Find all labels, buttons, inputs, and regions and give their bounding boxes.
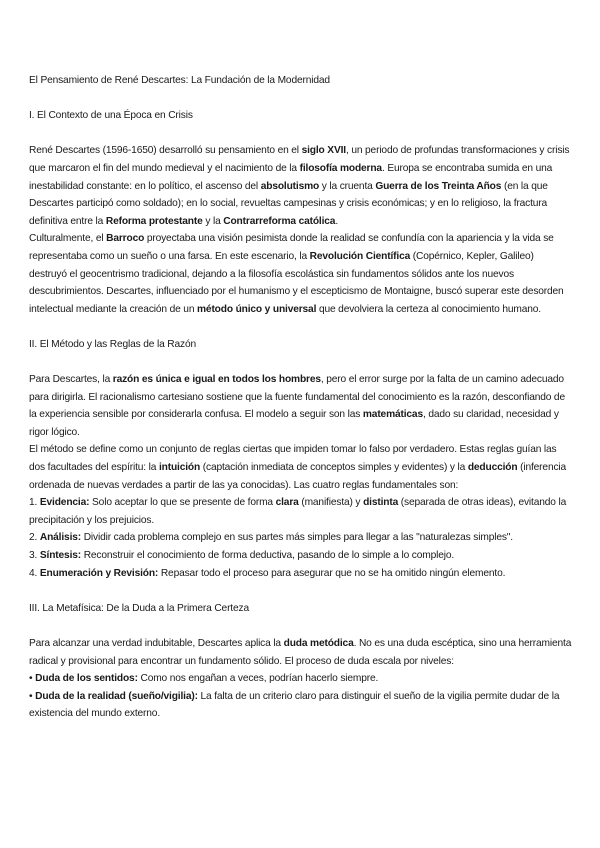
document-body [29, 72, 574, 723]
section-2-heading: II. El Método y las Reglas de la Razón [29, 338, 197, 350]
emphasis-text: Síntesis: [39, 550, 82, 562]
emphasis-text: clara [275, 497, 299, 509]
text-run: 3. [29, 550, 40, 562]
emphasis-text: duda metódica [283, 638, 354, 649]
text-run: . No es una duda escéptica, sino una herramienta radical y provisional para encontrar un fundamento sólido. El proceso de duda escala por niveles: [29, 638, 572, 667]
emphasis-text: Enumeración y Revisión: [39, 567, 159, 579]
text-run: René Descartes (1596-1650) desarrolló su pensamiento en el [29, 145, 302, 157]
text-run: (inferencia ordenada de nuevas verdades a partir de las ya conocidas). Las cuatro reglas fundamentales son: [29, 462, 567, 491]
emphasis-text: Contrarreforma católica [223, 215, 336, 227]
text-run: , pero el error surge por la falta de un camino adecuado para dirigirla. El racionalismo cartesiano sostiene que la fuente fundamental del conocimiento es la razón, desconfiando de la experiencia sensible por considerarla confusa. El modelo a seguir son las [29, 374, 565, 421]
text-run: Para alcanzar una verdad indubitable, Descartes aplica la [29, 638, 284, 649]
emphasis-text: distinta [363, 497, 399, 509]
section-1-heading: I. El Contexto de una Época en Crisis [29, 110, 193, 122]
section-3-heading: III. La Metafísica: De la Duda a la Primera Certeza [29, 602, 249, 614]
text-run: El método se define como un conjunto de reglas ciertas que impiden tomar lo falso por verdadero. Estas reglas guían las dos facultades del espíritu: la [29, 444, 557, 474]
text-run: Dividir cada problema complejo en sus partes más simples para llegar a las "naturalezas simples". [81, 532, 513, 544]
text-run: Como nos engañan a veces, podrían hacerlo siempre. [137, 673, 379, 685]
text-run: Solo aceptar lo que se presente de forma [89, 497, 276, 509]
text-run: que devolviera la certeza al conocimiento humano. [316, 303, 541, 315]
emphasis-text: Reforma protestante [105, 215, 203, 227]
emphasis-text: Análisis: [39, 532, 82, 544]
text-run: y la cruenta [319, 180, 376, 192]
section-2-paragraph-2 [29, 441, 574, 494]
emphasis-text: deducción [467, 462, 518, 474]
text-run: (separada de otras ideas), evitando la precipitación y los prejuicios. [29, 497, 567, 526]
emphasis-text: método único y universal [197, 303, 317, 315]
text-run: proyectaba una visión pesimista donde la realidad se confundía con la apariencia y la vida se representaba como un sueño o una farsa. En este escenario, la [29, 233, 554, 262]
emphasis-text: Barroco [106, 233, 145, 245]
emphasis-text: Duda de la realidad (sueño/vigilia): [35, 690, 198, 702]
text-run: . Europa se encontraba sumida en una inestabilidad constante: en lo político, el ascenso del [29, 162, 553, 192]
text-run: (Copérnico, Kepler, Galileo) destruyó el geocentrismo tradicional, dejando a la filosofía escolástica sin fundamentos sólidos ante los nuevos descubrimientos. Descartes, influenciado por el humanismo y el escepticismo de Montaigne, buscó superar este desorden intelectual mediante la creación de un [29, 250, 564, 315]
emphasis-text: matemáticas [362, 409, 423, 421]
text-run: Repasar todo el proceso para asegurar que no se ha omitido ningún elemento. [158, 567, 506, 579]
section-1-paragraph-1 [29, 142, 574, 230]
bullet-duda-realidad [29, 688, 574, 723]
emphasis-text: Evidencia: [39, 497, 90, 509]
emphasis-text: Duda de los sentidos: [35, 673, 138, 685]
rule-analisis [29, 529, 574, 547]
section-2-paragraph-1 [29, 371, 574, 441]
text-run: (manifiesta) y [298, 497, 364, 509]
text-run: Para Descartes, la [29, 374, 113, 386]
section-1-paragraph-2 [29, 230, 574, 318]
emphasis-text: razón es única e igual en todos los hombres [112, 374, 321, 386]
emphasis-text: intuición [158, 462, 201, 474]
emphasis-text: absolutismo [260, 180, 320, 192]
text-run: Culturalmente, el [29, 233, 107, 245]
text-run: • [29, 690, 36, 702]
text-run: 4. [29, 567, 40, 579]
emphasis-text: Guerra de los Treinta Años [375, 180, 502, 192]
emphasis-text: siglo XVII [301, 145, 346, 157]
text-run: . [335, 215, 339, 227]
text-run: 1. [29, 497, 40, 509]
text-run: Reconstruir el conocimiento de forma deductiva, pasando de lo simple a lo complejo. [81, 550, 455, 562]
rule-evidencia [29, 494, 574, 529]
emphasis-text: Revolución Científica [309, 250, 411, 262]
text-run: (en la que Descartes participó como soldado); en lo social, revueltas campesinas y crisis económicas; y en lo religioso, la fractura definitiva entre la [29, 180, 548, 227]
text-run: La falta de un criterio claro para distinguir el sueño de la vigilia permite dudar de la existencia del mundo externo. [29, 690, 560, 720]
text-run: • [29, 673, 36, 685]
rule-sintesis [29, 547, 574, 565]
document-title: El Pensamiento de René Descartes: La Fundación de la Modernidad [29, 75, 330, 86]
text-run: 2. [29, 532, 40, 544]
section-3-paragraph-1 [29, 635, 574, 670]
text-run: y la [202, 215, 224, 227]
text-run: , dado su claridad, necesidad y rigor lógico. [29, 409, 559, 438]
text-run: (captación inmediata de conceptos simples y evidentes) y la [200, 462, 468, 474]
rule-enumeracion [29, 565, 574, 583]
bullet-duda-sentidos [29, 670, 574, 688]
text-run: , un periodo de profundas transformaciones y crisis que marcaron el fin del mundo medieval y el nacimiento de la [29, 145, 570, 174]
emphasis-text: filosofía moderna [299, 162, 382, 174]
